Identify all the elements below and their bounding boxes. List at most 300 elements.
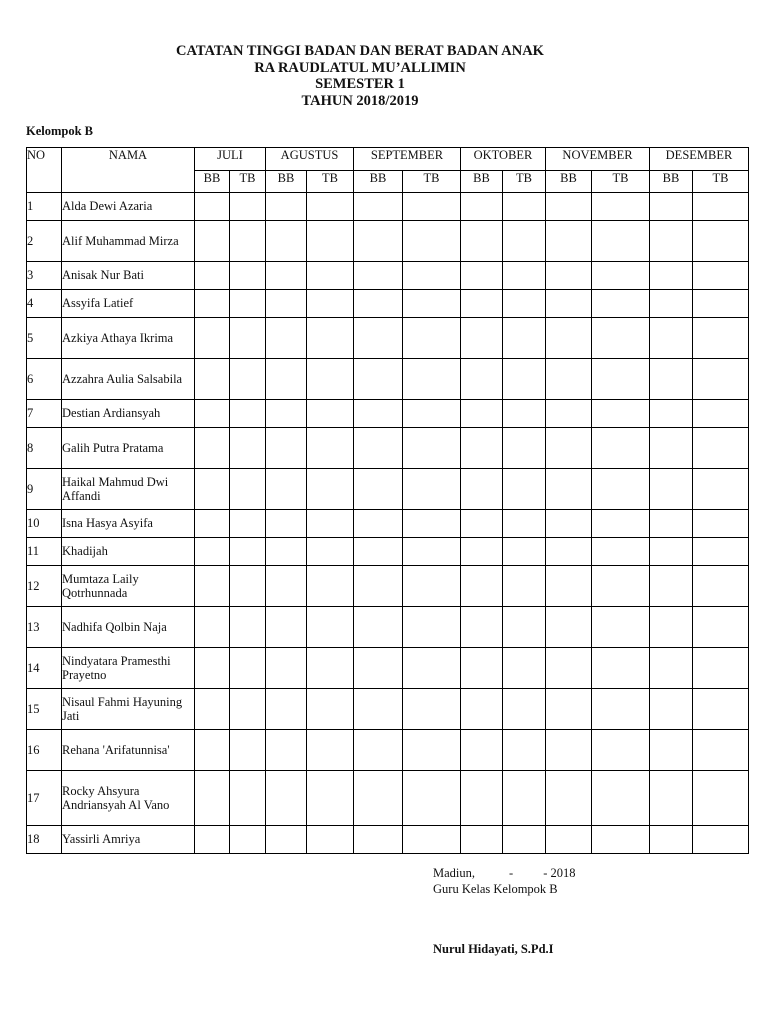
bb-cell bbox=[195, 400, 230, 428]
tb-cell bbox=[403, 689, 461, 730]
tb-cell bbox=[307, 538, 354, 566]
tb-cell bbox=[592, 607, 650, 648]
bb-cell bbox=[266, 771, 307, 826]
student-name: Mumtaza Laily Qotrhunnada bbox=[62, 566, 195, 607]
table-row bbox=[27, 826, 749, 854]
bb-cell bbox=[461, 221, 503, 262]
bb-cell bbox=[195, 318, 230, 359]
table-row bbox=[27, 648, 749, 689]
tb-cell bbox=[503, 648, 546, 689]
bb-cell bbox=[195, 566, 230, 607]
student-name: Nadhifa Qolbin Naja bbox=[62, 607, 195, 648]
tb-cell bbox=[592, 648, 650, 689]
bb-cell bbox=[546, 262, 592, 290]
bb-cell bbox=[354, 607, 403, 648]
bb-cell bbox=[266, 510, 307, 538]
tb-cell bbox=[693, 566, 749, 607]
bb-cell bbox=[354, 428, 403, 469]
tb-cell bbox=[693, 359, 749, 400]
bb-cell bbox=[266, 428, 307, 469]
tb-cell bbox=[503, 318, 546, 359]
table-row bbox=[27, 689, 749, 730]
bb-cell bbox=[195, 359, 230, 400]
bb-cell bbox=[266, 221, 307, 262]
tb-cell bbox=[693, 538, 749, 566]
table-row bbox=[27, 262, 749, 290]
bb-cell bbox=[650, 826, 693, 854]
bb-cell bbox=[354, 510, 403, 538]
table-row bbox=[27, 730, 749, 771]
bb-cell bbox=[461, 730, 503, 771]
bb-cell bbox=[461, 469, 503, 510]
bb-cell bbox=[650, 689, 693, 730]
bb-cell bbox=[546, 469, 592, 510]
tb-cell bbox=[503, 566, 546, 607]
signatory-name: Nurul Hidayati, S.Pd.I bbox=[433, 942, 554, 956]
bb-cell bbox=[546, 221, 592, 262]
month-header-agustus: AGUSTUS bbox=[266, 148, 354, 171]
tb-cell bbox=[230, 469, 266, 510]
row-number: 14 bbox=[27, 648, 62, 689]
student-name: Rehana 'Arifatunnisa' bbox=[62, 730, 195, 771]
tb-cell bbox=[592, 428, 650, 469]
row-number: 8 bbox=[27, 428, 62, 469]
bb-cell bbox=[546, 607, 592, 648]
tb-cell bbox=[503, 262, 546, 290]
student-name: Nindyatara Pramesthi Prayetno bbox=[62, 648, 195, 689]
row-number: 15 bbox=[27, 689, 62, 730]
student-name: Rocky Ahsyura Andriansyah Al Vano bbox=[62, 771, 195, 826]
tb-cell bbox=[230, 262, 266, 290]
bb-cell bbox=[461, 359, 503, 400]
tb-cell bbox=[693, 689, 749, 730]
tb-header: TB bbox=[592, 171, 650, 193]
bb-cell bbox=[354, 262, 403, 290]
table-row bbox=[27, 428, 749, 469]
tb-header: TB bbox=[693, 171, 749, 193]
tb-cell bbox=[403, 607, 461, 648]
signature-role: Guru Kelas Kelompok B bbox=[433, 882, 558, 896]
tb-cell bbox=[307, 607, 354, 648]
group-label: Kelompok B bbox=[26, 124, 94, 138]
tb-cell bbox=[592, 771, 650, 826]
tb-cell bbox=[403, 359, 461, 400]
date-year: - 2018 bbox=[543, 866, 576, 880]
bb-cell bbox=[266, 538, 307, 566]
tb-cell bbox=[503, 290, 546, 318]
row-number: 11 bbox=[27, 538, 62, 566]
tb-cell bbox=[307, 193, 354, 221]
tb-cell bbox=[307, 648, 354, 689]
tb-cell bbox=[592, 469, 650, 510]
tb-cell bbox=[592, 318, 650, 359]
month-header-november: NOVEMBER bbox=[546, 148, 650, 171]
tb-cell bbox=[403, 193, 461, 221]
student-name: Assyifa Latief bbox=[62, 290, 195, 318]
tb-cell bbox=[693, 221, 749, 262]
bb-cell bbox=[461, 826, 503, 854]
bb-cell bbox=[650, 262, 693, 290]
tb-cell bbox=[693, 648, 749, 689]
tb-cell bbox=[592, 510, 650, 538]
tb-cell bbox=[403, 400, 461, 428]
bb-cell bbox=[354, 400, 403, 428]
bb-cell bbox=[195, 689, 230, 730]
bb-cell bbox=[546, 826, 592, 854]
tb-cell bbox=[403, 771, 461, 826]
bb-cell bbox=[650, 193, 693, 221]
tb-cell bbox=[403, 221, 461, 262]
tb-cell bbox=[230, 510, 266, 538]
bb-cell bbox=[546, 193, 592, 221]
row-number: 6 bbox=[27, 359, 62, 400]
bb-cell bbox=[546, 318, 592, 359]
tb-cell bbox=[503, 359, 546, 400]
student-name: Khadijah bbox=[62, 538, 195, 566]
bb-cell bbox=[266, 566, 307, 607]
bb-cell bbox=[195, 538, 230, 566]
bb-header: BB bbox=[354, 171, 403, 193]
bb-cell bbox=[461, 771, 503, 826]
tb-cell bbox=[503, 771, 546, 826]
table-row bbox=[27, 771, 749, 826]
title-line-4: TAHUN 2018/2019 bbox=[301, 92, 419, 109]
row-number: 9 bbox=[27, 469, 62, 510]
tb-cell bbox=[503, 400, 546, 428]
bb-cell bbox=[266, 689, 307, 730]
tb-cell bbox=[592, 689, 650, 730]
student-name: Azkiya Athaya Ikrima bbox=[62, 318, 195, 359]
bb-cell bbox=[650, 428, 693, 469]
bb-cell bbox=[546, 290, 592, 318]
bb-cell bbox=[195, 607, 230, 648]
tb-cell bbox=[307, 290, 354, 318]
tb-cell bbox=[307, 318, 354, 359]
tb-cell bbox=[503, 221, 546, 262]
student-name: Alda Dewi Azaria bbox=[62, 193, 195, 221]
table-row bbox=[27, 318, 749, 359]
bb-cell bbox=[461, 318, 503, 359]
bb-cell bbox=[546, 730, 592, 771]
bb-cell bbox=[354, 359, 403, 400]
bb-cell bbox=[195, 826, 230, 854]
bb-cell bbox=[546, 428, 592, 469]
tb-cell bbox=[592, 566, 650, 607]
bb-cell bbox=[354, 648, 403, 689]
bb-cell bbox=[354, 193, 403, 221]
tb-cell bbox=[693, 400, 749, 428]
tb-cell bbox=[693, 771, 749, 826]
bb-cell bbox=[461, 510, 503, 538]
tb-cell bbox=[307, 689, 354, 730]
bb-cell bbox=[354, 538, 403, 566]
bb-cell bbox=[195, 262, 230, 290]
tb-cell bbox=[230, 318, 266, 359]
bb-cell bbox=[650, 290, 693, 318]
bb-cell bbox=[266, 318, 307, 359]
table-row bbox=[27, 607, 749, 648]
bb-cell bbox=[461, 566, 503, 607]
tb-cell bbox=[230, 359, 266, 400]
row-number: 12 bbox=[27, 566, 62, 607]
row-number: 1 bbox=[27, 193, 62, 221]
tb-cell bbox=[230, 607, 266, 648]
tb-cell bbox=[592, 538, 650, 566]
bb-cell bbox=[195, 510, 230, 538]
student-name: Isna Hasya Asyifa bbox=[62, 510, 195, 538]
tb-cell bbox=[503, 538, 546, 566]
bb-cell bbox=[461, 648, 503, 689]
tb-cell bbox=[307, 262, 354, 290]
tb-cell bbox=[592, 359, 650, 400]
tb-cell bbox=[592, 826, 650, 854]
tb-cell bbox=[403, 290, 461, 318]
bb-cell bbox=[546, 689, 592, 730]
tb-cell bbox=[403, 510, 461, 538]
table-row bbox=[27, 566, 749, 607]
student-name: Nisaul Fahmi Hayuning Jati bbox=[62, 689, 195, 730]
bb-cell bbox=[354, 771, 403, 826]
bb-cell bbox=[195, 221, 230, 262]
bb-cell bbox=[546, 648, 592, 689]
tb-cell bbox=[230, 400, 266, 428]
tb-cell bbox=[693, 193, 749, 221]
tb-cell bbox=[592, 193, 650, 221]
tb-cell bbox=[503, 428, 546, 469]
table-row bbox=[27, 469, 749, 510]
tb-cell bbox=[307, 771, 354, 826]
bb-cell bbox=[354, 566, 403, 607]
bb-cell bbox=[266, 826, 307, 854]
tb-cell bbox=[403, 648, 461, 689]
bb-cell bbox=[266, 469, 307, 510]
bb-header: BB bbox=[461, 171, 503, 193]
column-header-name: NAMA bbox=[62, 148, 195, 193]
tb-cell bbox=[693, 826, 749, 854]
tb-cell bbox=[307, 359, 354, 400]
document-title bbox=[0, 43, 720, 109]
bb-cell bbox=[266, 262, 307, 290]
place-text: Madiun, bbox=[433, 866, 476, 880]
tb-cell bbox=[503, 469, 546, 510]
tb-cell bbox=[693, 428, 749, 469]
month-header-oktober: OKTOBER bbox=[461, 148, 546, 171]
bb-cell bbox=[266, 193, 307, 221]
bb-cell bbox=[354, 290, 403, 318]
tb-cell bbox=[592, 400, 650, 428]
title-line-3: SEMESTER 1 bbox=[315, 76, 405, 92]
tb-cell bbox=[503, 510, 546, 538]
height-weight-table bbox=[26, 147, 749, 854]
bb-cell bbox=[650, 400, 693, 428]
tb-cell bbox=[230, 193, 266, 221]
table-row bbox=[27, 400, 749, 428]
tb-cell bbox=[503, 689, 546, 730]
bb-cell bbox=[266, 290, 307, 318]
bb-cell bbox=[650, 318, 693, 359]
bb-cell bbox=[266, 359, 307, 400]
row-number: 4 bbox=[27, 290, 62, 318]
bb-cell bbox=[266, 607, 307, 648]
table-row bbox=[27, 510, 749, 538]
tb-cell bbox=[592, 221, 650, 262]
tb-cell bbox=[403, 318, 461, 359]
row-number: 16 bbox=[27, 730, 62, 771]
table-row bbox=[27, 538, 749, 566]
tb-header: TB bbox=[503, 171, 546, 193]
tb-cell bbox=[403, 538, 461, 566]
student-name: Yassirli Amriya bbox=[62, 826, 195, 854]
tb-cell bbox=[693, 607, 749, 648]
row-number: 7 bbox=[27, 400, 62, 428]
bb-cell bbox=[266, 730, 307, 771]
title-line-2: RA RAUDLATUL MU’ALLIMIN bbox=[254, 59, 466, 76]
tb-cell bbox=[230, 290, 266, 318]
tb-cell bbox=[693, 469, 749, 510]
date-dash: - bbox=[509, 866, 514, 880]
bb-cell bbox=[650, 607, 693, 648]
tb-cell bbox=[503, 607, 546, 648]
bb-cell bbox=[354, 730, 403, 771]
tb-cell bbox=[403, 262, 461, 290]
tb-cell bbox=[307, 510, 354, 538]
tb-cell bbox=[592, 730, 650, 771]
month-header-juli: JULI bbox=[195, 148, 266, 171]
tb-cell bbox=[403, 566, 461, 607]
tb-cell bbox=[307, 400, 354, 428]
bb-cell bbox=[195, 193, 230, 221]
tb-cell bbox=[307, 730, 354, 771]
tb-cell bbox=[503, 730, 546, 771]
tb-cell bbox=[230, 730, 266, 771]
bb-cell bbox=[650, 469, 693, 510]
month-header-september: SEPTEMBER bbox=[354, 148, 461, 171]
tb-cell bbox=[230, 689, 266, 730]
tb-cell bbox=[403, 469, 461, 510]
bb-cell bbox=[546, 359, 592, 400]
tb-cell bbox=[230, 771, 266, 826]
row-number: 3 bbox=[27, 262, 62, 290]
table-row bbox=[27, 359, 749, 400]
tb-cell bbox=[307, 221, 354, 262]
bb-cell bbox=[195, 469, 230, 510]
bb-cell bbox=[546, 510, 592, 538]
bb-cell bbox=[650, 510, 693, 538]
row-number: 17 bbox=[27, 771, 62, 826]
tb-cell bbox=[693, 730, 749, 771]
bb-cell bbox=[461, 538, 503, 566]
student-name: Haikal Mahmud Dwi Affandi bbox=[62, 469, 195, 510]
bb-cell bbox=[354, 221, 403, 262]
tb-cell bbox=[503, 826, 546, 854]
row-number: 5 bbox=[27, 318, 62, 359]
bb-cell bbox=[266, 400, 307, 428]
tb-cell bbox=[230, 538, 266, 566]
tb-cell bbox=[693, 262, 749, 290]
column-header-no: NO bbox=[27, 148, 62, 193]
tb-cell bbox=[307, 566, 354, 607]
tb-cell bbox=[503, 193, 546, 221]
student-name: Galih Putra Pratama bbox=[62, 428, 195, 469]
bb-cell bbox=[354, 689, 403, 730]
table-row bbox=[27, 221, 749, 262]
tb-cell bbox=[592, 290, 650, 318]
tb-header: TB bbox=[307, 171, 354, 193]
bb-cell bbox=[195, 290, 230, 318]
bb-cell bbox=[650, 221, 693, 262]
month-header-desember: DESEMBER bbox=[650, 148, 749, 171]
bb-cell bbox=[195, 428, 230, 469]
tb-cell bbox=[403, 730, 461, 771]
tb-cell bbox=[403, 826, 461, 854]
bb-cell bbox=[461, 290, 503, 318]
title-line-1: CATATAN TINGGI BADAN DAN BERAT BADAN ANAK bbox=[176, 43, 544, 59]
bb-cell bbox=[461, 607, 503, 648]
tb-cell bbox=[307, 826, 354, 854]
bb-cell bbox=[461, 689, 503, 730]
bb-header: BB bbox=[266, 171, 307, 193]
bb-cell bbox=[546, 538, 592, 566]
tb-header: TB bbox=[403, 171, 461, 193]
student-name: Azzahra Aulia Salsabila bbox=[62, 359, 195, 400]
bb-header: BB bbox=[546, 171, 592, 193]
bb-cell bbox=[461, 400, 503, 428]
bb-cell bbox=[650, 359, 693, 400]
student-name: Anisak Nur Bati bbox=[62, 262, 195, 290]
bb-cell bbox=[650, 566, 693, 607]
tb-cell bbox=[230, 648, 266, 689]
bb-cell bbox=[195, 771, 230, 826]
signature-place-date bbox=[433, 866, 575, 881]
table-row bbox=[27, 290, 749, 318]
tb-header: TB bbox=[230, 171, 266, 193]
bb-cell bbox=[650, 538, 693, 566]
bb-cell bbox=[461, 262, 503, 290]
tb-cell bbox=[693, 290, 749, 318]
bb-cell bbox=[354, 826, 403, 854]
table-row bbox=[27, 193, 749, 221]
row-number: 13 bbox=[27, 607, 62, 648]
bb-cell bbox=[266, 648, 307, 689]
bb-cell bbox=[650, 771, 693, 826]
tb-cell bbox=[693, 318, 749, 359]
student-name: Destian Ardiansyah bbox=[62, 400, 195, 428]
bb-cell bbox=[354, 469, 403, 510]
tb-cell bbox=[592, 262, 650, 290]
bb-cell bbox=[461, 193, 503, 221]
tb-cell bbox=[307, 428, 354, 469]
row-number: 10 bbox=[27, 510, 62, 538]
tb-cell bbox=[307, 469, 354, 510]
bb-cell bbox=[546, 771, 592, 826]
tb-cell bbox=[230, 826, 266, 854]
bb-cell bbox=[650, 648, 693, 689]
row-number: 18 bbox=[27, 826, 62, 854]
bb-cell bbox=[461, 428, 503, 469]
tb-cell bbox=[230, 566, 266, 607]
tb-cell bbox=[230, 428, 266, 469]
student-name: Alif Muhammad Mirza bbox=[62, 221, 195, 262]
bb-cell bbox=[546, 400, 592, 428]
tb-cell bbox=[693, 510, 749, 538]
bb-header: BB bbox=[195, 171, 230, 193]
bb-cell bbox=[195, 648, 230, 689]
bb-cell bbox=[650, 730, 693, 771]
bb-cell bbox=[354, 318, 403, 359]
tb-cell bbox=[230, 221, 266, 262]
bb-header: BB bbox=[650, 171, 693, 193]
bb-cell bbox=[546, 566, 592, 607]
